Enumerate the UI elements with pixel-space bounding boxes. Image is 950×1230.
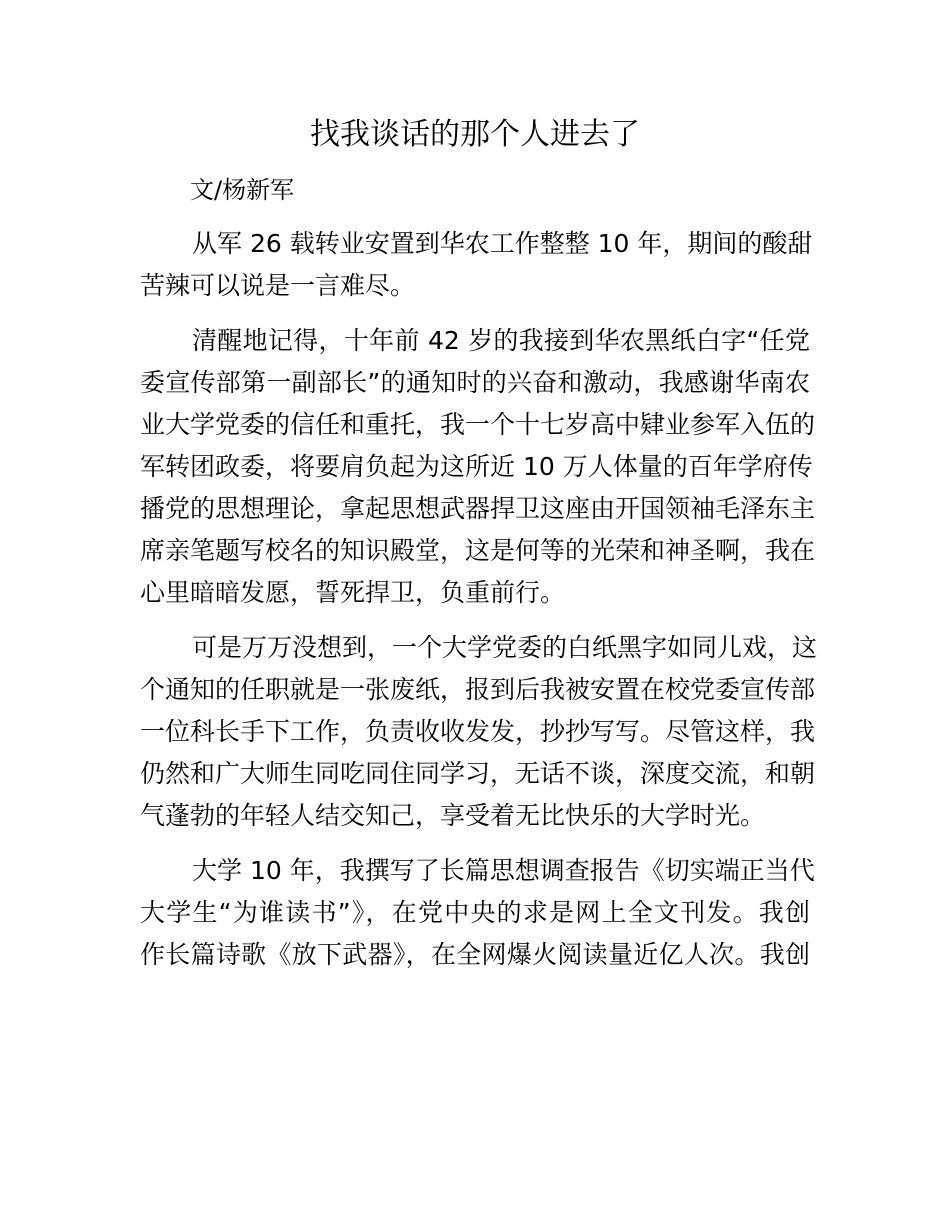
text-line: 苦辣可以说是一言难尽。 <box>140 271 416 300</box>
text-line: 可是万万没想到，一个大学党委的白纸黑字如同儿戏，这 <box>192 633 818 662</box>
text-line: 气蓬勃的年轻人结交知己，享受着无比快乐的大学时光。 <box>140 801 766 830</box>
text-line: 作长篇诗歌《放下武器》，在全网爆火阅读量近亿人次。我创 <box>140 940 810 969</box>
byline: 文/杨新军 <box>190 176 295 204</box>
text-line: 大学 10 年，我撰写了长篇思想调查报告《切实端正当代 <box>192 856 815 885</box>
text-line: 从军 26 载转业安置到华农工作整整 10 年，期间的酸甜 <box>192 229 813 258</box>
paragraph <box>140 627 818 837</box>
article-body <box>140 223 818 989</box>
text-line: 委宣传部第一副部长”的通知时的兴奋和激动，我感谢华南农 <box>140 368 810 397</box>
text-line: 业大学党委的信任和重托，我一个十七岁高中肄业参军入伍的 <box>140 410 816 439</box>
page-title: 找我谈话的那个人进去了 <box>310 117 640 152</box>
text-line: 一位科长手下工作，负责收收发发，抄抄写写。尽管这样，我 <box>140 717 816 746</box>
text-line: 心里暗暗发愿，誓死捍卫，负重前行。 <box>140 578 566 607</box>
text-line: 清醒地记得，十年前 42 岁的我接到华农黑纸白字“任党 <box>192 326 810 355</box>
paragraph <box>140 223 813 307</box>
paragraph <box>140 850 815 976</box>
text-line: 播党的思想理论，拿起思想武器捍卫这座由开国领袖毛泽东主 <box>140 494 816 523</box>
text-line: 仍然和广大师生同吃同住同学习，无话不谈，深度交流，和朝 <box>140 759 816 788</box>
paragraph <box>140 320 816 614</box>
text-line: 大学生“为谁读书”》，在党中央的求是网上全文刊发。我创 <box>140 898 810 927</box>
text-line: 军转团政委，将要肩负起为这所近 10 万人体量的百年学府传 <box>140 452 813 481</box>
text-line: 席亲笔题写校名的知识殿堂，这是何等的光荣和神圣啊，我在 <box>140 536 816 565</box>
text-line: 个通知的任职就是一张废纸，报到后我被安置在校党委宣传部 <box>140 675 816 704</box>
